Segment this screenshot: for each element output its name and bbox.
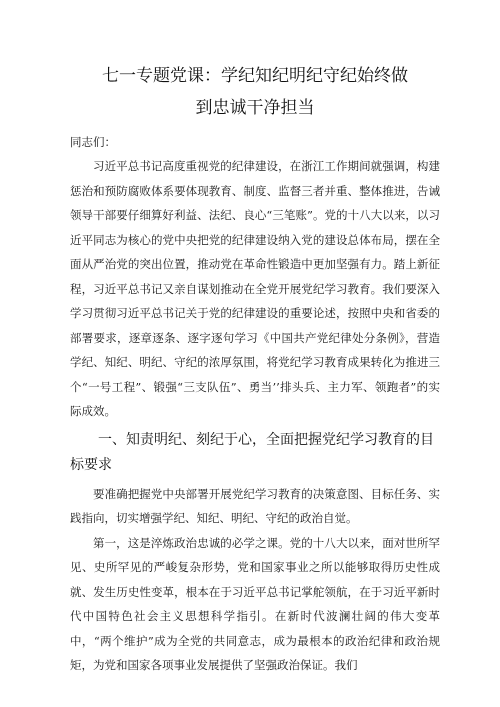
- title-line-1: 七一专题党课：学纪知纪明纪守纪始终做: [102, 66, 408, 86]
- section-heading-1: 一、知责明纪、刻纪于心，全面把握党纪学习教育的目标要求: [70, 431, 434, 473]
- paragraph-section-1-intro: 要准确把握党中央部署开展党纪学习教育的决策意图、目标任务、实践指向，切实增强学纪、知纪、明纪、守纪的政治自觉。: [70, 486, 440, 525]
- document-title: [70, 60, 440, 124]
- paragraph-intro: 习近平总书记高度重视党的纪律建设，在浙江工作期间就强调，构建惩治和预防腐败体系要体现教育、制度、监督三者并重、整体推进，告诫领导干部要仔细算好利益、法纪、良心“三笔账”。党的十八大以来，以习近平同志为核心的党中央把党的纪律建设纳入党的建设总体布局，摆在全面从严治党的突出位置，推动党在革命性锻造中更加坚强有力。踏上新征程，习近平总书记又亲自谋划推动在全党开展党纪学习教育。我们要深入学习贯彻习近平总书记关于党的纪律建设的重要论述，按照中央和省委的部署要求，逐章逐条、逐字逐句学习《中国共产党纪律处分条例》，营造学纪、知纪、明纪、守纪的浓厚氛围，将党纪学习教育成果转化为推进三个“一号工程”、锻强“三支队伍”、勇当’’排头兵、主力军、领跑者”的实际成效。: [70, 159, 440, 418]
- paragraph-section-1-point-1: 第一，这是淬炼政治忠诚的必学之课。党的十八大以来，面对世所罕见、史所罕见的严峻复杂形势，党和国家事业之所以能够取得历史性成就、发生历史性变革，根本在于习近平总书记掌舵领航，在于习近平新时代中国特色社会主义思想科学指引。在新时代波澜壮阔的伟大变革中，“两个维护”成为全党的共同意志，成为最根本的政治纪律和政治规矩，为党和国家各项事业发展提供了坚强政治保证。我们: [70, 535, 440, 672]
- title-line-2: 到忠诚干净担当: [195, 98, 315, 118]
- greeting: 同志们：: [70, 135, 116, 149]
